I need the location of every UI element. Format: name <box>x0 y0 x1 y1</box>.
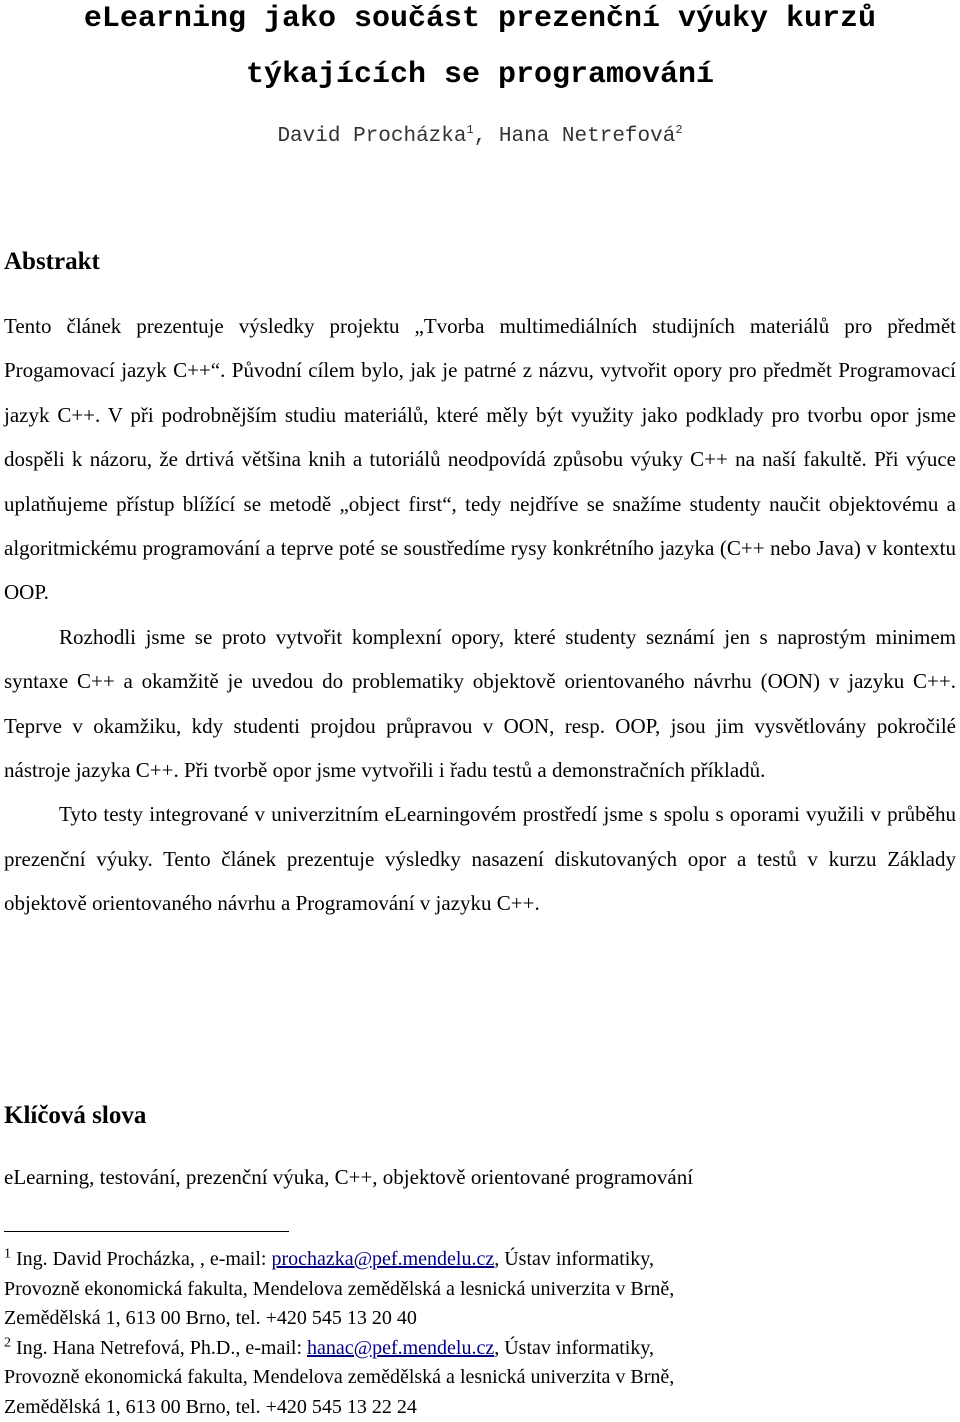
footnote-2-line-1 <box>4 1334 954 1364</box>
footnote-2-suffix: , Ústav informatiky, <box>494 1337 654 1359</box>
author-list <box>0 125 960 148</box>
footnote-2-prefix: Ing. Hana Netrefová, Ph.D., e-mail: <box>16 1337 307 1359</box>
footnote-1-line-2: Provozně ekonomická fakulta, Mendelova zemědělská a lesnická univerzita v Brně, <box>4 1275 954 1305</box>
author-separator: , <box>474 125 499 148</box>
footnotes <box>4 1245 954 1422</box>
abstract-heading: Abstrakt <box>4 248 100 276</box>
footnote-1-line-3: Zemědělská 1, 613 00 Brno, tel. +420 545 13 20 40 <box>4 1304 954 1334</box>
footnote-separator <box>4 1231 289 1232</box>
abstract-paragraph-1: Tento článek prezentuje výsledky projektu „Tvorba multimediálních studijních materiálů pro předmět Progamovací jazyk C++“. Původní cílem bylo, jak je patrné z názvu, vytvořit opory pro předmět Programovací jazyk C++. V při podrobnějším studiu materiálů, které měly být využity jako podklady pro tvorbu opor jsme dospěli k názoru, že drtivá většina knih a tutoriálů neodpovídá způsobu výuky C++ na naší fakultě. Při výuce uplatňujeme přístup blížící se metodě „object first“, tedy nejdříve se snažíme studenty naučit objektovému a algoritmickému programování a teprve poté se soustředíme rysy konkrétního jazyka (C++ nebo Java) v kontextu OOP. <box>4 304 956 615</box>
author-footnote-mark-1: 1 <box>466 123 473 137</box>
keywords-text: eLearning, testování, prezenční výuka, C++, objektově orientované programování <box>4 1165 693 1190</box>
author-footnote-mark-2: 2 <box>675 123 682 137</box>
footnote-1-email-link[interactable]: prochazka@pef.mendelu.cz <box>271 1248 494 1270</box>
footnote-2-line-2: Provozně ekonomická fakulta, Mendelova zemědělská a lesnická univerzita v Brně, <box>4 1363 954 1393</box>
abstract-paragraph-3: Tyto testy integrované v univerzitním eLearningovém prostředí jsme s spolu s oporami využili v průběhu prezenční výuky. Tento článek prezentuje výsledky nasazení diskutovaných opor a testů v kurzu Základy objektově orientovaného návrhu a Programování v jazyku C++. <box>4 792 956 925</box>
footnote-1-suffix: , Ústav informatiky, <box>494 1248 654 1270</box>
footnote-1-number: 1 <box>4 1246 11 1261</box>
footnote-2-email-link[interactable]: hanac@pef.mendelu.cz <box>307 1337 494 1359</box>
footnote-2-number: 2 <box>4 1335 11 1350</box>
footnote-2-line-3: Zemědělská 1, 613 00 Brno, tel. +420 545 13 22 24 <box>4 1393 954 1422</box>
author-name-2: Hana Netrefová <box>499 125 675 148</box>
paper-title-line-1: eLearning jako součást prezenční výuky kurzů <box>0 2 960 36</box>
footnote-1-prefix: Ing. David Procházka, , e-mail: <box>16 1248 271 1270</box>
keywords-heading: Klíčová slova <box>4 1102 146 1130</box>
paper-title-line-2: týkajících se programování <box>0 58 960 92</box>
author-name-1: David Procházka <box>277 125 466 148</box>
abstract-body <box>4 304 956 926</box>
abstract-paragraph-2: Rozhodli jsme se proto vytvořit komplexní opory, které studenty seznámí jen s naprostým minimem syntaxe C++ a okamžitě je uvedou do problematiky objektově orientovaného návrhu (OON) v jazyku C++. Teprve v okamžiku, kdy studenti projdou průpravou v OON, resp. OOP, jsou jim vysvětlovány pokročilé nástroje jazyka C++. Při tvorbě opor jsme vytvořili i řadu testů a demonstračních příkladů. <box>4 615 956 793</box>
footnote-1-line-1 <box>4 1245 954 1275</box>
